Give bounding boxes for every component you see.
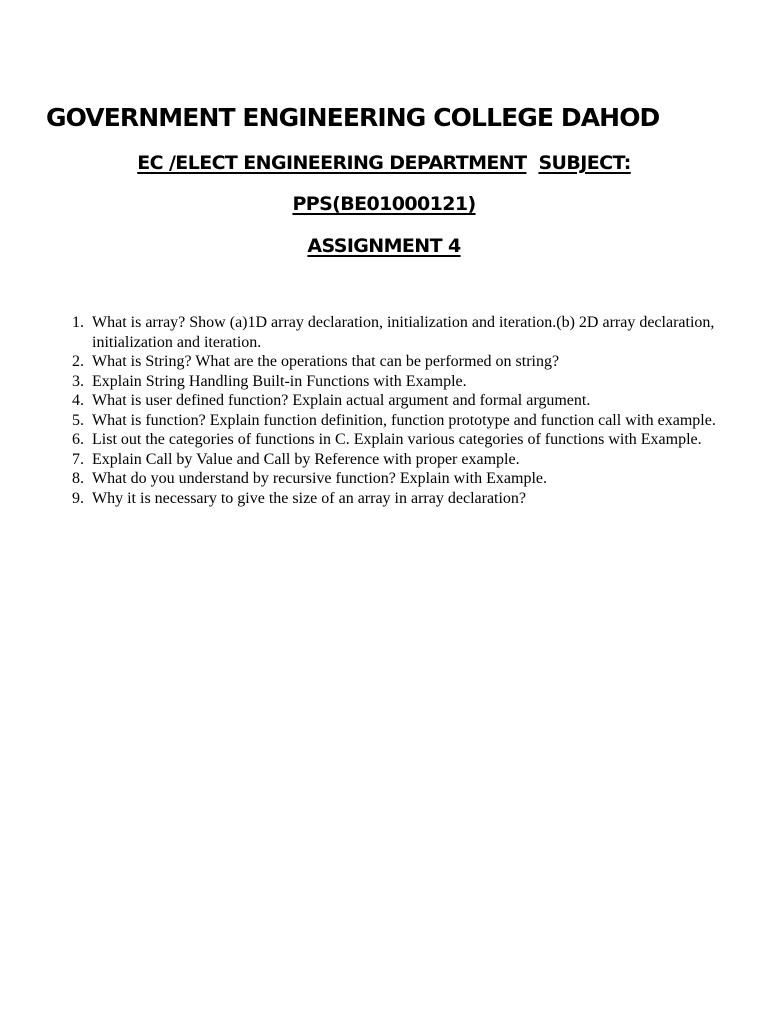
subject-code-line [0,191,768,217]
question-list [60,313,752,508]
question-item: What is function? Explain function definition, function prototype and function call with example. [92,411,716,429]
assignment-line [0,233,768,259]
question-item: What do you understand by recursive function? Explain with Example. [92,470,547,487]
question-item: What is String? What are the operations that can be performed on string? [92,353,560,370]
question-item: What is array? Show (a)1D array declaration, initialization and iteration.(b) 2D array declaration, initialization and iteration. [92,314,715,351]
question-item: Why it is necessary to give the size of an array in array declaration? [92,489,527,507]
college-title: GOVERNMENT ENGINEERING COLLEGE DAHOD [46,103,660,132]
question-item: Explain String Handling Built-in Functions with Example. [92,372,467,390]
subject-code: PPS(BE01000121) [292,193,476,215]
subject-label: SUBJECT: [538,152,631,174]
department-name: EC /ELECT ENGINEERING DEPARTMENT [137,152,527,174]
question-item: What is user defined function? Explain actual argument and formal argument. [92,392,591,409]
department-line [0,150,768,176]
question-item: List out the categories of functions in C. Explain various categories of functions with Example. [92,431,702,448]
question-item: Explain Call by Value and Call by Reference with proper example. [92,450,520,468]
assignment-title: ASSIGNMENT 4 [307,235,461,257]
